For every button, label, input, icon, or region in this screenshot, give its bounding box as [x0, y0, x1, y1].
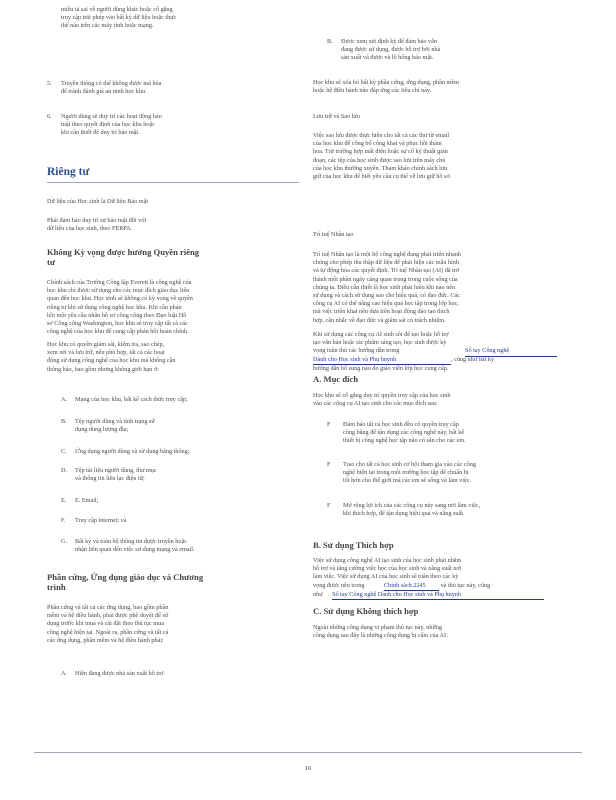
hardware-paragraph: Phần cứng và tất cả các ứng dụng, bao gồm phần mềm và hệ điều hành, phải được phê duyệt để sử dụng trước khi mua và cài đặt theo thủ tục mua công nghệ hiện tại. Ngoài ra, phần cứng và tất cả các ứng dụng, phần mềm và hệ điều hành phải:: [47, 604, 169, 644]
list-item: E. E. Email;: [61, 497, 99, 504]
handbook-link-continued[interactable]: Dành cho Học sinh và Phụ huynh: [313, 356, 451, 365]
inappropriate-use-heading: C. Sử dụng Không thích hợp: [313, 606, 419, 616]
section-heading-privacy: Riêng tư: [47, 166, 90, 178]
inappropriate-use-paragraph: Ngoài những công dụng vi phạm thủ tục này, những công dụng sau đây là những công dụng bị cấm của AI:: [313, 624, 448, 640]
purpose-intro: Học khu sẽ cố gắng duy trì quyền truy cập của học sinh vào các công cụ AI tạo sinh cho các mục đích sau:: [313, 392, 451, 408]
list-item: A. Mạng của học khu, bất kể cách thức truy cập;: [61, 396, 188, 403]
list-item: F. Truy cập internet; và: [61, 517, 127, 524]
storage-paragraph: Việc sao lưu được thực hiện cho tất cả các thư từ email của học khu để công bố công khai và phục hồi thảm họa. Trừ trường hợp mất điện hoặc sự cố kỹ thuật gián đoạn, các tệp của học sinh được sao lưu trên máy chủ của học khu thường xuyên. Tham khảo chính sách lưu giữ của học khu để biết yêu cầu cụ thể về lưu giữ hồ sơ.: [313, 132, 452, 181]
list-item: C. Ứng dụng người dùng và sử dụng băng thông;: [61, 448, 190, 455]
storage-title: Lưu trữ và Sao lưu: [313, 113, 360, 120]
list-item: F Mở rộng lợi ích của các công cụ này sang nơi làm việc, khi thích hợp, để tận dụng hiệu quả và năng suất.: [327, 502, 481, 518]
ai-title: Trí tuệ Nhân tạo: [313, 231, 354, 238]
monitoring-paragraph: Học khu có quyền giám sát, kiểm tra, sao chép, xem xét và lưu trữ, nếu phù hợp, tất cả các hoạt động sử dụng công nghệ của học khu mà không cần thông báo, bao gồm nhưng không giới hạn ở:: [47, 341, 176, 373]
list-item: F Trao cho tất cả học sinh cơ hội tham gia vào các công nghệ hiện tại trong môi trường học tập để chuẩn bị tốt hơn cho thế giới mà các em sẽ sống và làm việc.: [327, 461, 476, 485]
list-item: B. Tệp người dùng và tính trạng sử dụng dung lượng đĩa;: [61, 418, 155, 434]
appropriate-use-heading: B. Sử dụng Thích hợp: [313, 540, 394, 550]
list-item: F Đảm bảo tất cả học sinh đều có quyền truy cập công bằng để tận dụng các công nghệ này, bất kể thiết bị công nghệ học tập nào có sẵn cho các em.: [327, 421, 466, 445]
list-item: A. Hiện đang được nhà sản xuất hỗ trợ.: [61, 670, 165, 677]
policy-link[interactable]: Chính sách 2245: [384, 582, 439, 591]
list-item: D. Tệp tài liệu người dùng, thư mục và thông tin liên lạc điện tử;: [61, 467, 157, 483]
appropriate-use-paragraph: Việc sử dụng công nghệ AI tạo sinh của học sinh phải nhằm hỗ trợ và tăng cường việc học của học sinh và năng suất nơi làm việc. Việc sử dụng AI của học sinh sẽ tuân theo các kỳ vọng được nêu trong Chính sách 2245 và thủ tục này, cũng như Sổ tay Công nghệ Dành cho Học sinh và Phụ huynh: [313, 557, 565, 600]
removal-paragraph: Học khu sẽ xóa bỏ bất kỳ phần cứng, ứng dụng, phần mềm hoặc hệ điều hành nào đáp ứng các tiêu chí này.: [313, 79, 459, 95]
ai-paragraph: Trí tuệ Nhân tạo là một bộ công nghệ đang phát triển nhanh chóng cho phép thu thập dữ liệu để phát hiện các mẫu hình và tự động hóa các quyết định. Trí tuệ Nhân tạo (AI) đã trở thành một phần ngày càng quan trọng trong cuộc sống của chúng ta. Điều cần thiết là học sinh phải hiểu khi nào nên sử dụng và cách sử dụng sao cho hiệu quả, có đạo đức. Các công cụ AI có thể nâng cao hiệu quả học tập trong lớp học, mà việc triển khai nên dựa trên hoạt động đảo tạo thích hợp, cân nhắc về đạo đức và giám sát có trách nhiệm.: [313, 251, 461, 324]
student-data-body: Phải đảm bảo duy trì sự bảo mật đối với dữ liệu của học sinh, theo FERPA.: [47, 217, 147, 233]
list-item: B. Được xem xét định kỳ để đảm bảo vẫn đang được sử dụng, được hỗ trợ bởi nhà sản xuất và được và lỗ hổng bảo mật.: [327, 38, 441, 62]
expectation-heading: Không Kỳ vọng được hưởng Quyền riêng tư: [47, 247, 200, 267]
list-item: 6. Người dùng sẽ duy trì các hoạt động bảo mật theo quyết định của học khu hoặc khi cần thiết để duy trì bảo mật.: [47, 113, 162, 137]
hardware-heading: Phần cứng, Ứng dụng giáo dục và Chương trình: [47, 572, 204, 592]
footer-rule: [34, 752, 582, 753]
list-item: G. Bất kỳ và toàn bộ thông tin được truyền hoặc nhận liên quan đến việc sử dụng mạng và email.: [61, 538, 195, 554]
list-item: 5. Truyền thông có thể không được mã hóa để tránh đánh giá an ninh học khu.: [47, 80, 162, 96]
handbook-link[interactable]: Sổ tay Công nghệ: [465, 347, 557, 356]
privacy-heading-rule: [47, 182, 299, 183]
handbook-full-link[interactable]: Sổ tay Công nghệ Dành cho Học sinh và Phụ huynh: [332, 591, 544, 600]
student-data-title: Dữ liệu của Học sinh là Dữ liệu Bảo mật: [47, 198, 149, 205]
purpose-heading: A. Mục đích: [313, 374, 359, 384]
page-number: 16: [304, 765, 312, 772]
privacy-policy-paragraph: Chính sách của Trường Công lập Everett là công nghệ của học khu chỉ được sử dụng cho các mục đích giáo dục liên quan đến học khu. Học sinh sẽ không có kỳ vọng về quyền riêng tư khi sử dụng công nghệ học khu. Khi cần phản hồi một yêu cầu nhân hồ sơ công cộng theo Đạo luật Hồ sơ Công cộng Washington, học khu sẽ truy cập tất cả các công nghệ của học khu để cung cấp phản hồi hoàn chỉnh.: [47, 279, 193, 336]
ai-guidelines-paragraph: Khi sử dụng các công cụ AI sinh sôi để tạo hoặc hỗ trợ tạo văn bản hoặc tác phẩm sáng tạo, học sinh được kỳ vọng tuân thủ các hướng dẫn trong Sổ tay Công nghệ Dành cho Học sinh và Phụ huynh , cũng như bất kỳ hướng dẫn bổ sung nào do giáo viên lớp học cung cấp.: [313, 331, 565, 373]
continued-item-text: miêu tả sai về người dùng khác hoặc cố gắng truy cập trái phép vào bất kỳ dữ liệu hoặc thực thể nào trên các máy tính hoặc mạng.: [61, 6, 177, 30]
